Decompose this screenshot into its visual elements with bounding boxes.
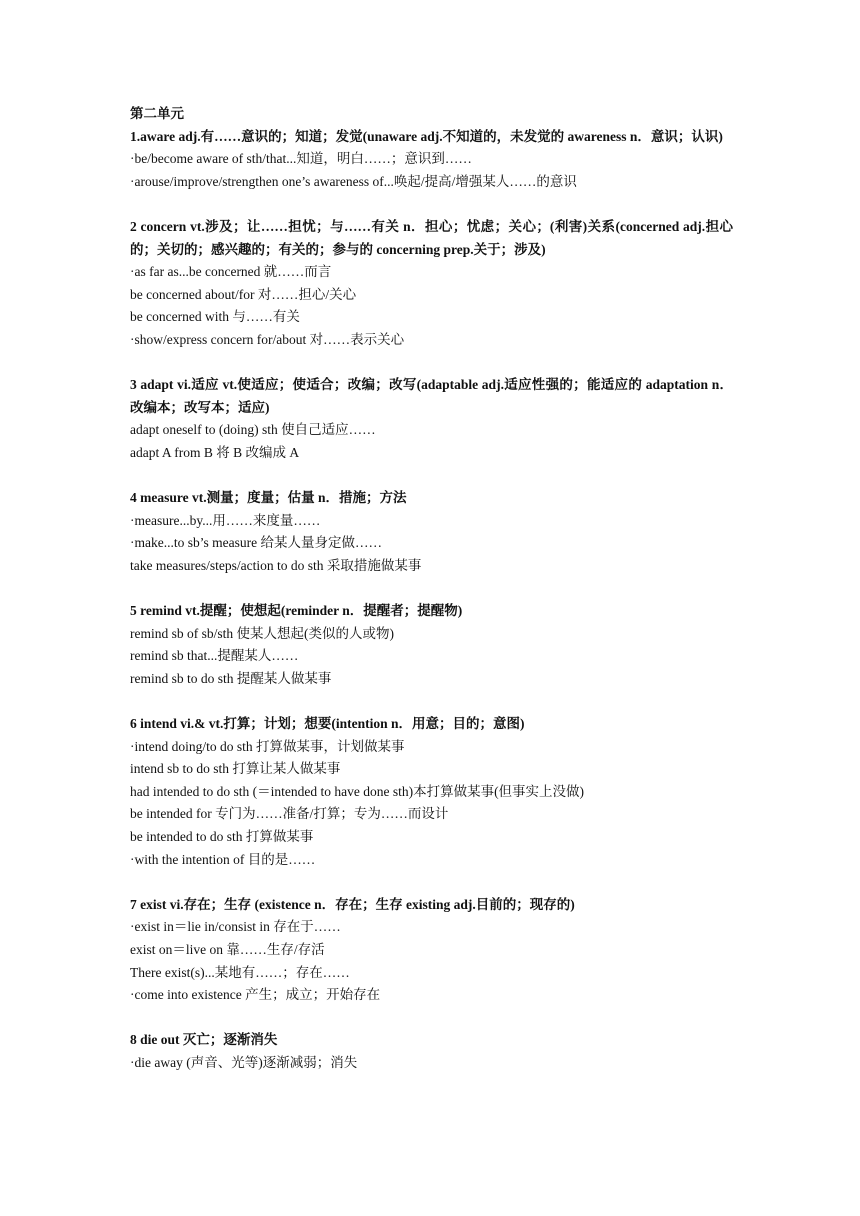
usage-line: had intended to do sth (＝intended to have done sth)本打算做某事(但事实上没做) <box>130 783 585 799</box>
entry-measure <box>130 487 733 577</box>
spacer <box>130 871 733 894</box>
spacer <box>130 465 733 488</box>
entry-concern <box>130 216 733 352</box>
entry-heading: 6 intend vi.& vt.打算；计划；想要(intention n．用意；目的；意图) <box>130 716 525 732</box>
entry-die-out <box>130 1029 733 1074</box>
entry-heading: 5 remind vt.提醒；使想起(reminder n．提醒者；提醒物) <box>130 603 463 619</box>
usage-line: ·as far as...be concerned 就……而言 <box>130 264 332 280</box>
usage-line: be concerned about/for 对……担心/关心 <box>130 286 357 302</box>
usage-line: exist on＝live on 靠……生存/存活 <box>130 941 325 957</box>
usage-line: ·show/express concern for/about 对……表示关心 <box>130 331 405 347</box>
usage-line: be intended to do sth 打算做某事 <box>130 829 314 844</box>
spacer <box>130 352 733 375</box>
entry-heading: 4 measure vt.测量；度量；估量 n．措施；方法 <box>130 490 407 506</box>
usage-line: ·with the intention of 目的是…… <box>130 851 316 867</box>
entry-heading: 1.aware adj.有……意识的；知道；发觉(unaware adj.不知道的，未发觉的 awareness n．意识；认识) <box>130 128 723 144</box>
entry-aware <box>130 126 733 194</box>
usage-line: ·intend doing/to do sth 打算做某事，计划做某事 <box>130 738 405 754</box>
entry-heading: 3 adapt vi.适应 vt.使适应；使适合；改编；改写(adaptable adj.适应性强的；能适应的 adaptation n．改编本；改写本；适应) <box>130 377 733 415</box>
usage-line: adapt oneself to (doing) sth 使自己适应…… <box>130 422 376 438</box>
usage-line: There exist(s)...某地有……；存在…… <box>130 964 350 980</box>
usage-line: ·make...to sb’s measure 给某人量身定做…… <box>130 535 382 551</box>
entry-heading: 7 exist vi.存在；生存 (existence n．存在；生存 existing adj.目前的；现存的) <box>130 896 575 912</box>
usage-line: take measures/steps/action to do sth 采取措施做某事 <box>130 557 422 573</box>
entry-heading: 2 concern vt.涉及；让……担忧；与……有关 n．担心；忧虑；关心；(利害)关系(concerned adj.担心的；关切的；感兴趣的；有关的；参与的 concerning prep.关于；涉及) <box>130 218 733 257</box>
usage-line: ·measure...by...用……来度量…… <box>130 512 321 528</box>
usage-line: be intended for 专门为……准备/打算；专为……而设计 <box>130 806 449 822</box>
entry-exist <box>130 894 733 1007</box>
usage-line: intend sb to do sth 打算让某人做某事 <box>130 761 341 777</box>
entry-heading: 8 die out 灭亡；逐渐消失 <box>130 1032 278 1048</box>
usage-line: be concerned with 与……有关 <box>130 309 300 325</box>
spacer <box>130 690 733 713</box>
spacer <box>130 577 733 600</box>
entry-adapt <box>130 374 733 464</box>
entry-remind <box>130 600 733 690</box>
entry-intend <box>130 713 733 871</box>
usage-line: ·be/become aware of sth/that...知道，明白……；意识到…… <box>130 151 472 167</box>
document-page <box>130 103 733 1075</box>
usage-line: remind sb to do sth 提醒某人做某事 <box>130 670 332 686</box>
spacer <box>130 1007 733 1030</box>
usage-line: remind sb that...提醒某人…… <box>130 648 299 664</box>
usage-line: ·arouse/improve/strengthen one’s awareness of...唤起/提高/增强某人……的意识 <box>130 173 577 189</box>
usage-line: ·exist in＝lie in/consist in 存在于…… <box>130 919 341 935</box>
page-title: 第二单元 <box>130 106 184 121</box>
usage-line: remind sb of sb/sth 使某人想起(类似的人或物) <box>130 625 394 641</box>
usage-line: ·die away (声音、光等)逐渐减弱；消失 <box>130 1054 358 1070</box>
usage-line: ·come into existence 产生；成立；开始存在 <box>130 987 381 1003</box>
usage-line: adapt A from B 将 B 改编成 A <box>130 444 300 460</box>
spacer <box>130 193 733 216</box>
